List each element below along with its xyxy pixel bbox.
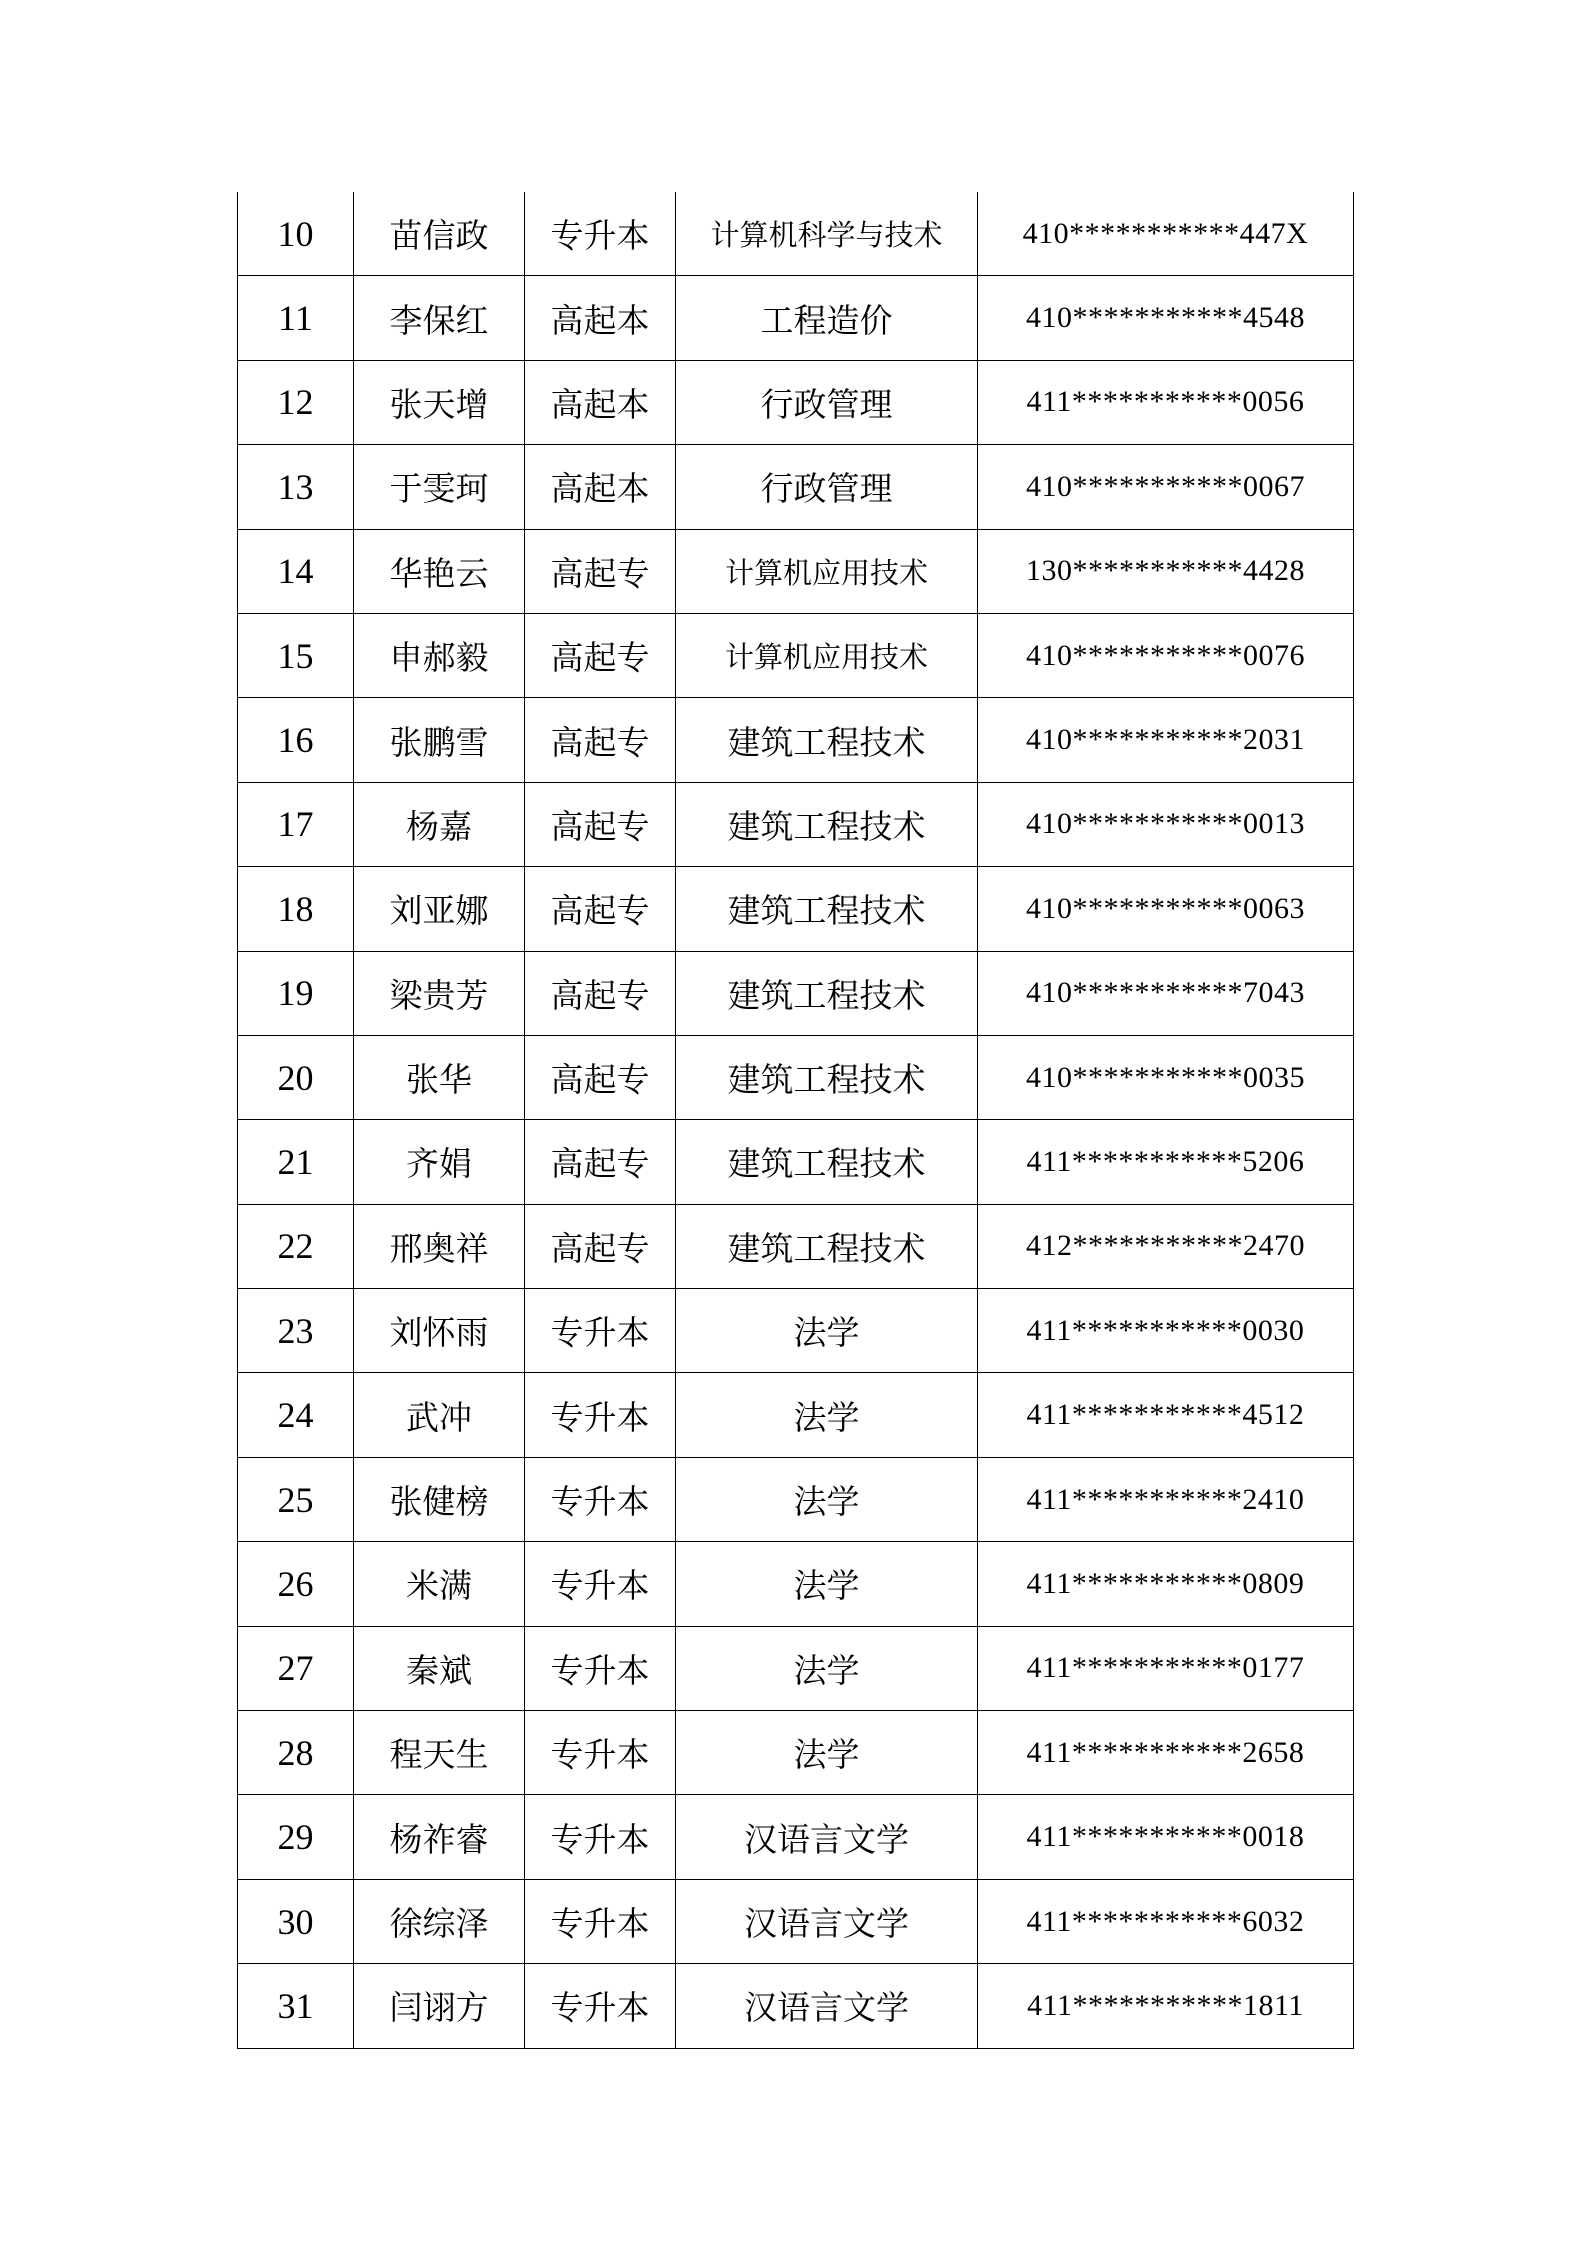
table-row	[238, 1204, 1354, 1288]
major-cell: 汉语言文学	[676, 1795, 978, 1879]
row-number-cell: 25	[238, 1457, 354, 1541]
major-cell: 行政管理	[676, 360, 978, 444]
table-row	[238, 1879, 1354, 1963]
major-cell: 计算机应用技术	[676, 529, 978, 613]
major-cell: 行政管理	[676, 445, 978, 529]
major-cell: 建筑工程技术	[676, 1120, 978, 1204]
student-name-cell: 张天增	[354, 360, 525, 444]
table-row	[238, 192, 1354, 276]
student-name-cell: 张鹏雪	[354, 698, 525, 782]
id-number-cell: 411***********0030	[978, 1289, 1354, 1373]
row-number-cell: 28	[238, 1711, 354, 1795]
row-number-cell: 27	[238, 1626, 354, 1710]
admission-level-cell: 高起专	[525, 698, 676, 782]
major-cell: 计算机科学与技术	[676, 192, 978, 276]
admission-level-cell: 高起本	[525, 276, 676, 360]
id-number-cell: 410***********0063	[978, 867, 1354, 951]
student-name-cell: 徐综泽	[354, 1879, 525, 1963]
major-cell: 法学	[676, 1289, 978, 1373]
major-cell: 法学	[676, 1373, 978, 1457]
table-row	[238, 867, 1354, 951]
admission-level-cell: 专升本	[525, 1289, 676, 1373]
admission-level-cell: 专升本	[525, 1542, 676, 1626]
row-number-cell: 16	[238, 698, 354, 782]
row-number-cell: 17	[238, 782, 354, 866]
major-cell: 法学	[676, 1542, 978, 1626]
id-number-cell: 411***********0177	[978, 1626, 1354, 1710]
student-name-cell: 武冲	[354, 1373, 525, 1457]
id-number-cell: 410***********7043	[978, 951, 1354, 1035]
table-row	[238, 698, 1354, 782]
admission-level-cell: 高起专	[525, 867, 676, 951]
major-cell: 工程造价	[676, 276, 978, 360]
student-name-cell: 华艳云	[354, 529, 525, 613]
id-number-cell: 412***********2470	[978, 1204, 1354, 1288]
table-row	[238, 1120, 1354, 1204]
id-number-cell: 410***********2031	[978, 698, 1354, 782]
student-name-cell: 杨嘉	[354, 782, 525, 866]
table-row	[238, 529, 1354, 613]
table-row	[238, 360, 1354, 444]
row-number-cell: 10	[238, 192, 354, 276]
id-number-cell: 411***********1811	[978, 1964, 1354, 2048]
table-row	[238, 1626, 1354, 1710]
row-number-cell: 29	[238, 1795, 354, 1879]
student-name-cell: 程天生	[354, 1711, 525, 1795]
student-name-cell: 邢奥祥	[354, 1204, 525, 1288]
row-number-cell: 11	[238, 276, 354, 360]
table-row	[238, 445, 1354, 529]
student-name-cell: 李保红	[354, 276, 525, 360]
admission-level-cell: 高起专	[525, 951, 676, 1035]
id-number-cell: 411***********2410	[978, 1457, 1354, 1541]
major-cell: 建筑工程技术	[676, 1204, 978, 1288]
row-number-cell: 22	[238, 1204, 354, 1288]
student-name-cell: 刘怀雨	[354, 1289, 525, 1373]
row-number-cell: 20	[238, 1035, 354, 1119]
table-row	[238, 1373, 1354, 1457]
id-number-cell: 411***********0018	[978, 1795, 1354, 1879]
major-cell: 计算机应用技术	[676, 613, 978, 697]
student-name-cell: 苗信政	[354, 192, 525, 276]
id-number-cell: 410***********0067	[978, 445, 1354, 529]
student-name-cell: 张健榜	[354, 1457, 525, 1541]
admission-level-cell: 高起专	[525, 782, 676, 866]
table-row	[238, 1457, 1354, 1541]
id-number-cell: 410***********0035	[978, 1035, 1354, 1119]
major-cell: 法学	[676, 1711, 978, 1795]
student-name-cell: 张华	[354, 1035, 525, 1119]
row-number-cell: 13	[238, 445, 354, 529]
table-row	[238, 1542, 1354, 1626]
id-number-cell: 411***********6032	[978, 1879, 1354, 1963]
id-number-cell: 410***********0013	[978, 782, 1354, 866]
id-number-cell: 411***********0809	[978, 1542, 1354, 1626]
student-name-cell: 于雯珂	[354, 445, 525, 529]
admission-level-cell: 高起专	[525, 613, 676, 697]
table-row	[238, 1035, 1354, 1119]
row-number-cell: 15	[238, 613, 354, 697]
student-name-cell: 杨祚睿	[354, 1795, 525, 1879]
table-row	[238, 276, 1354, 360]
major-cell: 建筑工程技术	[676, 951, 978, 1035]
id-number-cell: 411***********4512	[978, 1373, 1354, 1457]
student-list-table	[237, 192, 1354, 2049]
major-cell: 建筑工程技术	[676, 867, 978, 951]
admission-level-cell: 专升本	[525, 1373, 676, 1457]
admission-level-cell: 专升本	[525, 1457, 676, 1541]
major-cell: 建筑工程技术	[676, 782, 978, 866]
admission-level-cell: 高起专	[525, 1204, 676, 1288]
student-name-cell: 秦斌	[354, 1626, 525, 1710]
student-name-cell: 刘亚娜	[354, 867, 525, 951]
table-row	[238, 782, 1354, 866]
table-row	[238, 1711, 1354, 1795]
row-number-cell: 19	[238, 951, 354, 1035]
id-number-cell: 130***********4428	[978, 529, 1354, 613]
row-number-cell: 18	[238, 867, 354, 951]
table-body	[238, 192, 1354, 2048]
student-name-cell: 申郝毅	[354, 613, 525, 697]
row-number-cell: 21	[238, 1120, 354, 1204]
student-name-cell: 齐娟	[354, 1120, 525, 1204]
id-number-cell: 411***********0056	[978, 360, 1354, 444]
row-number-cell: 31	[238, 1964, 354, 2048]
admission-level-cell: 高起本	[525, 360, 676, 444]
major-cell: 法学	[676, 1626, 978, 1710]
table-row	[238, 951, 1354, 1035]
admission-level-cell: 专升本	[525, 192, 676, 276]
row-number-cell: 12	[238, 360, 354, 444]
row-number-cell: 14	[238, 529, 354, 613]
table-row	[238, 1795, 1354, 1879]
admission-level-cell: 高起专	[525, 1120, 676, 1204]
row-number-cell: 26	[238, 1542, 354, 1626]
admission-level-cell: 高起本	[525, 445, 676, 529]
table-row	[238, 613, 1354, 697]
student-name-cell: 梁贵芳	[354, 951, 525, 1035]
admission-level-cell: 专升本	[525, 1964, 676, 2048]
row-number-cell: 24	[238, 1373, 354, 1457]
admission-level-cell: 专升本	[525, 1879, 676, 1963]
major-cell: 汉语言文学	[676, 1879, 978, 1963]
major-cell: 法学	[676, 1457, 978, 1541]
row-number-cell: 30	[238, 1879, 354, 1963]
major-cell: 建筑工程技术	[676, 698, 978, 782]
student-name-cell: 闫诩方	[354, 1964, 525, 2048]
admission-level-cell: 专升本	[525, 1626, 676, 1710]
table-row	[238, 1289, 1354, 1373]
admission-level-cell: 专升本	[525, 1711, 676, 1795]
id-number-cell: 411***********5206	[978, 1120, 1354, 1204]
admission-level-cell: 专升本	[525, 1795, 676, 1879]
admission-level-cell: 高起专	[525, 1035, 676, 1119]
table-row	[238, 1964, 1354, 2048]
id-number-cell: 410***********447X	[978, 192, 1354, 276]
student-name-cell: 米满	[354, 1542, 525, 1626]
id-number-cell: 410***********4548	[978, 276, 1354, 360]
id-number-cell: 411***********2658	[978, 1711, 1354, 1795]
id-number-cell: 410***********0076	[978, 613, 1354, 697]
major-cell: 建筑工程技术	[676, 1035, 978, 1119]
row-number-cell: 23	[238, 1289, 354, 1373]
admission-level-cell: 高起专	[525, 529, 676, 613]
major-cell: 汉语言文学	[676, 1964, 978, 2048]
